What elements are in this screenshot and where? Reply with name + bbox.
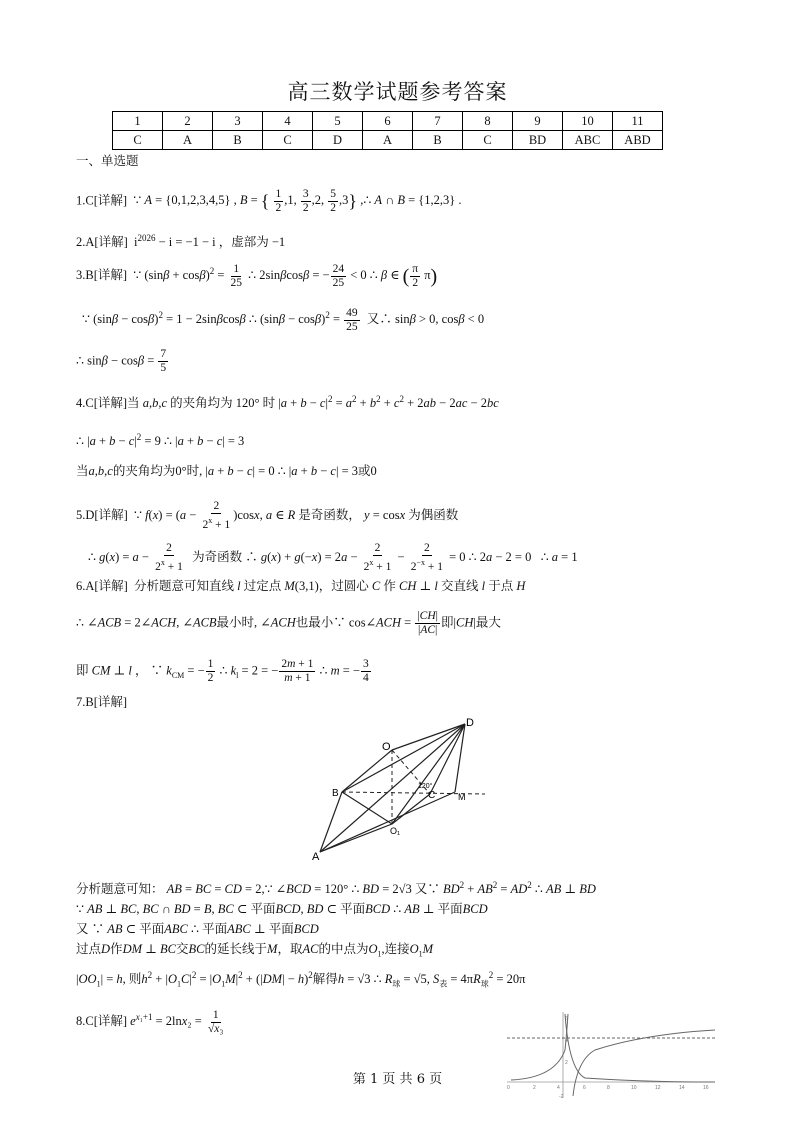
question-number-cell: 8 xyxy=(463,112,513,131)
answer-cell: C xyxy=(263,131,313,150)
solution-6-line-3: 即 CM ⊥ l ， ∵ $k_{CM}$ = − $\frac{1}{2}$ ∴ $k_l = 2$ = − $\frac{2m + 1}{m + 1}$ ∴ m = − $\frac{3}{4}$ xyxy=(76,658,369,684)
solution-6-line-2: ∴ ∠ACB = 2∠ACH, ∠ACB最小时, ∠ACH也最小∵ cos∠ACH = $\frac{|CH|}{|AC|}$ 即|CH|最大 xyxy=(76,610,501,636)
solution-4-label: 4.C[详解] xyxy=(76,396,128,411)
graph-x-tick: 4 xyxy=(557,1085,560,1091)
solution-5-line-1: 5.D[详解] ∵ f(x) = (a − $\frac{2}{2^x + 1}$ )cosx, a ∈ R 是奇函数， y = cosx 为偶函数 xyxy=(76,500,459,531)
question-number-cell: 9 xyxy=(513,112,563,131)
figure-label-O: O xyxy=(382,741,391,753)
solution-7-label: 7.B[详解] xyxy=(76,695,128,709)
solution-5-line-2: ∴ g(x) = a − $\frac{2}{2^x + 1}$ 为奇函数 ∴ g(x) + g(−x) = 2a − $\frac{2}{2^x + 1}$ − $\frac{2}{2^{-x} + 1}$ = 0 ∴ 2a − 2 = 0 ∴ a = 1 xyxy=(88,542,578,573)
solution-6-line-1: 6.A[详解] 分析题意可知直线 l 过定点 M(3,1)，过圆心 C 作 CH ⊥ l 交直线 l 于点 H xyxy=(76,579,526,593)
question-number-cell: 10 xyxy=(563,112,613,131)
solution-4-line-3: 当a,b,c的夹角均为0°时, |a + b − c| = 0 ∴ |a + b − c| = 3或0 xyxy=(76,464,377,478)
solution-8-line-1: 8.C[详解] $e^{x_1+1} = 2\ln x_2$ = $\frac{1}{\text{√x₃}}$ xyxy=(76,1008,224,1035)
figure-label-C: C xyxy=(428,790,436,801)
solution-4-line-1: 4.C[详解]当 a,b,c 的夹角均为 120° 时 $|a + b - c|^2 = a^2 + b^2 + c^2 + 2ab - 2ac - 2bc$ xyxy=(76,394,499,411)
solution-4-line-2: ∴ $|a + b - c|^2 = 9$ ∴ |a + b − c| = 3 xyxy=(76,432,245,449)
question-number-cell: 11 xyxy=(613,112,663,131)
solution-2-label: 2.A[详解] xyxy=(76,235,128,250)
graph-x-tick: 0 xyxy=(507,1085,510,1091)
solution-7-line-2: ∵ AB ⊥ BC, BC ∩ BD = B, BC ⊂ 平面BCD, BD ⊂ 平面BCD ∴ AB ⊥ 平面BCD xyxy=(76,902,488,916)
answer-cell: B xyxy=(213,131,263,150)
answer-table-number-row xyxy=(113,112,663,131)
graph-y-tick: 2 xyxy=(565,1060,568,1066)
graph-x-tick: 16 xyxy=(703,1085,709,1091)
graph-y-tick: 6 xyxy=(565,1016,568,1022)
graph-x-tick: 12 xyxy=(655,1085,661,1091)
answer-cell: D xyxy=(313,131,363,150)
graph-y-tick: 4 xyxy=(565,1038,568,1044)
page-title: 高三数学试题参考答案 xyxy=(287,80,508,104)
answer-cell: ABD xyxy=(613,131,663,150)
graph-x-tick: 10 xyxy=(631,1085,637,1091)
section-heading: 一、单选题 xyxy=(76,154,139,168)
question-number-cell: 3 xyxy=(213,112,263,131)
figure-label-O1: O₁ xyxy=(390,826,401,836)
figure-label-A: A xyxy=(312,851,320,863)
answer-cell: B xyxy=(413,131,463,150)
page-footer: 第 1 页 共 6 页 xyxy=(352,1072,443,1087)
answer-table xyxy=(112,111,663,150)
solution-1-text: ∵ A = {0,1,2,3,4,5} , B = { $\frac{1}{2}$ ,1, $\frac{3}{2}$ ,2, $\frac{5}{2}$ ,3} ,∴ A ∩ B = {1,2,3} . xyxy=(130,188,462,214)
answer-table-answer-row xyxy=(113,131,663,150)
answer-cell: C xyxy=(463,131,513,150)
solution-3-line-2: ∵ $(\sin\beta - \cos\beta)^2 = 1 - 2\sin\beta\cos\beta$ ∴ $(\sin\beta - \cos\beta)^2$ = $\frac{49}{25}$ 又∴ sinβ > 0, cosβ < 0 xyxy=(82,306,485,333)
question-number-cell: 2 xyxy=(163,112,213,131)
question-number-cell: 7 xyxy=(413,112,463,131)
solution-5-label: 5.D[详解] xyxy=(76,507,128,522)
question-number-cell: 5 xyxy=(313,112,363,131)
solution-3-line-1: 3.B[详解] ∵ $(\sin\beta + \cos\beta)^2$ = $\frac{1}{25}$ ∴ 2sinβcosβ = − $\frac{24}{25}$ < 0 ∴ β ∈ ( $\frac{\pi}{2}$ π) xyxy=(76,262,438,289)
graph-x-tick: 8 xyxy=(607,1085,610,1091)
answer-cell: C xyxy=(113,131,163,150)
figure-label-M: M xyxy=(458,792,466,802)
question-number-cell: 4 xyxy=(263,112,313,131)
answer-cell: A xyxy=(363,131,413,150)
solution-3-line-3: ∴ sinβ − cosβ = $\frac{7}{5}$ xyxy=(76,348,167,374)
answer-cell: ABC xyxy=(563,131,613,150)
graph-y-tick: -2 xyxy=(559,1094,564,1100)
solution-7-line-5: $|OO_1| = h$, 则$h^2 + |O_1C|^2 = |O_1M|^2 + (|DM| - h)^2$解得h = √3 ∴ $R_球 = √5$, $S_表 = 4\pi R_球^2 = 20\pi$ xyxy=(76,970,526,989)
solution-2 xyxy=(76,229,285,251)
solution-8-label: 8.C[详解] xyxy=(76,1014,128,1029)
solution-7-line-1: 分析题意可知： AB = BC = CD = 2,∵ ∠BCD = 120° ∴ BD = 2√3 又∵ $BD^2 + AB^2 = AD^2$ ∴ AB ⊥ BD xyxy=(76,880,596,897)
solution-1 xyxy=(76,188,462,215)
graph-x-tick: 2 xyxy=(533,1085,536,1091)
graph-x-tick: 6 xyxy=(583,1085,586,1091)
graph-x-tick: 14 xyxy=(679,1085,685,1091)
solution-3-label: 3.B[详解] xyxy=(76,268,128,283)
question-number-cell: 1 xyxy=(113,112,163,131)
answer-cell: A xyxy=(163,131,213,150)
solution-2-text: $i^{2026} - i = -1 - i$ ，虚部为 −1 xyxy=(130,233,286,250)
geometry-figure xyxy=(300,712,500,872)
figure-label-angle: 120° xyxy=(418,783,433,790)
figure-label-D: D xyxy=(466,717,474,729)
answer-cell: BD xyxy=(513,131,563,150)
solution-7-line-3: 又 ∵ AB ⊂ 平面ABC ∴ 平面ABC ⊥ 平面BCD xyxy=(76,922,319,936)
solution-6-label: 6.A[详解] xyxy=(76,579,128,593)
graph-tick-labels xyxy=(507,1016,709,1100)
solution-7-line-4: 过点D作DM ⊥ BC交BC的延长线于M，取AC的中点为$O_1$,连接$O_1M$ xyxy=(76,942,434,959)
figure-label-B: B xyxy=(332,788,339,799)
solution-1-label: 1.C[详解] xyxy=(76,193,128,208)
question-number-cell: 6 xyxy=(363,112,413,131)
